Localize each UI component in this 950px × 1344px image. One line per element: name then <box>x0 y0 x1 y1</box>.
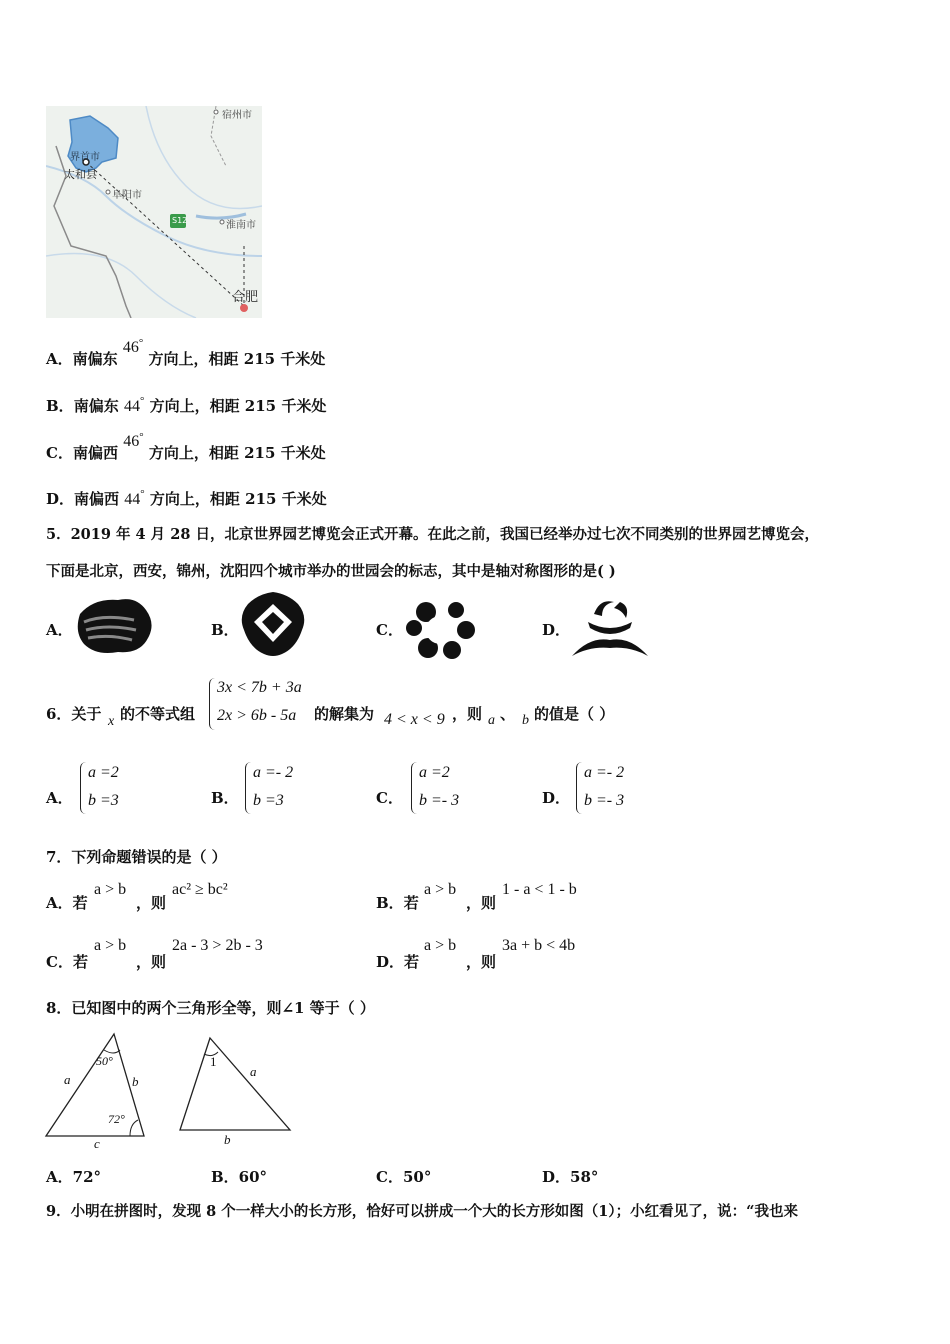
q5-option-b[interactable]: B． <box>211 621 239 639</box>
q7-option-c-condition: a > b <box>94 937 127 954</box>
q6-var-b: b <box>522 713 529 728</box>
option-rest: 方向上，相距 215 千米处 <box>149 397 327 415</box>
q5-option-d[interactable]: D． <box>542 621 571 639</box>
map-city-hefei: 合肥 <box>232 290 259 305</box>
angle-value: 44 <box>124 491 141 508</box>
logo-xian-icon <box>238 590 308 658</box>
degree-symbol: ° <box>139 431 144 443</box>
q7-stem: 7．下列命题错误的是（ ） <box>46 848 227 866</box>
option-letter: D． <box>376 953 405 971</box>
map-road-badge: S12 <box>172 216 188 225</box>
q8-triangle-left <box>44 1030 148 1154</box>
q5-stem-line2: 下面是北京，西安，锦州，沈阳四个城市举办的世园会的标志，其中是轴对称图形的是( ) <box>46 563 616 580</box>
q6-option-c-brace <box>411 762 418 814</box>
q6-option-c-line2: b =- 3 <box>419 792 460 809</box>
direction: 南偏东 <box>73 397 119 415</box>
q6-option-b-line2: b =3 <box>253 792 284 809</box>
q6-option-a[interactable] <box>46 787 73 808</box>
option-rest: 方向上，相距 215 千米处 <box>148 444 326 462</box>
tri1-side-c: c <box>94 1136 100 1151</box>
tri2-side-a: a <box>250 1064 257 1079</box>
q7-option-a-result: ac² ≥ bc² <box>172 881 228 898</box>
option-letter: B． <box>46 397 74 415</box>
q5-option-a[interactable]: A． <box>46 621 73 639</box>
q7-option-d-condition: a > b <box>424 937 457 954</box>
q4-option-d[interactable] <box>46 488 327 509</box>
if-text: 若 <box>404 953 420 971</box>
q6-then: ，则 <box>452 705 483 723</box>
q5-option-c[interactable]: C． <box>376 621 403 639</box>
q8-stem: 8．已知图中的两个三角形全等，则∠1 等于（ ） <box>46 999 375 1017</box>
q6-var-x: x <box>108 714 115 729</box>
q7-option-a[interactable] <box>46 892 88 913</box>
if-text: 若 <box>72 953 88 971</box>
q6-option-a-line1: a =2 <box>88 764 119 781</box>
option-letter: A． <box>46 894 73 912</box>
q6-option-a-brace <box>80 762 87 814</box>
q6-system-brace <box>209 678 216 730</box>
q7-option-d-then: ，则 <box>466 953 497 971</box>
map-city-jieshou: 界首市 <box>70 152 100 163</box>
if-text: 若 <box>72 894 88 912</box>
map-city-fuyang: 阜阳市 <box>112 190 142 201</box>
q4-option-c[interactable] <box>46 431 326 463</box>
q6-option-d-line1: a =- 2 <box>584 764 625 781</box>
if-text: 若 <box>403 894 419 912</box>
q8-option-b[interactable]: B．60° <box>211 1168 268 1186</box>
q6-option-c-line1: a =2 <box>419 764 450 781</box>
map-city-taihe: 太和县 <box>64 168 97 181</box>
q6-mid-text: 的不等式组 <box>120 705 196 723</box>
q6-option-b-brace <box>245 762 252 814</box>
q7-option-b-then: ，则 <box>466 894 497 912</box>
option-letter: B． <box>376 894 404 912</box>
q5-stem-line1: 5．2019 年 4 月 28 日，北京世界园艺博览会正式开幕。在此之前，我国已经举办过七次不同类别的世界园艺博览会， <box>46 526 819 543</box>
q6-var-a: a <box>488 713 495 728</box>
q6-option-c[interactable] <box>376 787 403 808</box>
option-letter: C． <box>46 444 73 462</box>
tri1-right-angle: 72° <box>108 1112 125 1126</box>
q6-system-eq2: 2x > 6b - 5a <box>217 707 297 724</box>
q7-option-d-result: 3a + b < 4b <box>502 937 576 954</box>
logo-shenyang-icon <box>570 596 650 658</box>
option-letter: A． <box>46 350 73 368</box>
direction: 南偏西 <box>74 490 120 508</box>
q7-option-c-then: ，则 <box>136 953 167 971</box>
q7-option-b-condition: a > b <box>424 881 457 898</box>
option-letter: D． <box>46 490 75 508</box>
angle-value: 46 <box>123 433 140 450</box>
q7-option-a-then: ，则 <box>136 894 167 912</box>
option-letter: B． <box>211 789 239 807</box>
q6-system-eq1: 3x < 7b + 3a <box>217 679 302 696</box>
map-figure <box>46 106 262 318</box>
tri1-top-angle: 50° <box>96 1054 113 1068</box>
degree-symbol: ° <box>139 395 145 407</box>
tri1-side-b: b <box>132 1074 139 1089</box>
q6-solution: 4 < x < 9 <box>384 711 445 728</box>
q6-separator: 、 <box>500 705 516 723</box>
q7-option-b[interactable] <box>376 892 419 913</box>
option-letter: D． <box>542 789 571 807</box>
tri2-angle-1: 1 <box>210 1054 217 1069</box>
option-letter: C． <box>46 953 73 971</box>
q7-option-a-condition: a > b <box>94 881 127 898</box>
map-svg <box>46 106 262 318</box>
q6-option-d[interactable] <box>542 787 570 808</box>
q6-option-d-line2: b =- 3 <box>584 792 625 809</box>
direction: 南偏东 <box>72 350 118 368</box>
q7-option-b-result: 1 - a < 1 - b <box>502 881 577 898</box>
option-letter: C． <box>376 789 403 807</box>
q7-option-d[interactable] <box>376 951 419 972</box>
q7-option-c[interactable] <box>46 951 88 972</box>
angle-value: 46 <box>122 339 139 356</box>
logo-beijing-icon <box>74 594 156 658</box>
q6-option-b-line1: a =- 2 <box>253 764 294 781</box>
degree-symbol: ° <box>138 337 144 349</box>
q6-option-a-line2: b =3 <box>88 792 119 809</box>
triangle-right-svg <box>176 1034 296 1150</box>
tri2-side-b: b <box>224 1132 231 1147</box>
q8-option-c[interactable]: C．50° <box>376 1168 432 1186</box>
q4-option-a[interactable] <box>46 337 326 369</box>
q8-option-d[interactable]: D．58° <box>542 1168 599 1186</box>
q7-option-c-result: 2a - 3 > 2b - 3 <box>172 937 263 954</box>
q8-option-a[interactable]: A．72° <box>46 1168 102 1186</box>
angle-value: 44 <box>123 398 140 415</box>
option-rest: 方向上，相距 215 千米处 <box>149 490 327 508</box>
q8-triangle-right <box>176 1034 296 1150</box>
q6-option-d-brace <box>576 762 583 814</box>
option-rest: 方向上，相距 215 千米处 <box>148 350 326 368</box>
q9-stem-line1: 9．小明在拼图时，发现 8 个一样大小的长方形，恰好可以拼成一个大的长方形如图（1）；小红看见了，说：“我也来 <box>46 1203 798 1220</box>
tri1-side-a: a <box>64 1072 71 1087</box>
degree-symbol: ° <box>140 488 145 500</box>
map-city-suzhou: 宿州市 <box>222 110 252 121</box>
q6-prefix: 6．关于 <box>46 705 102 723</box>
direction: 南偏西 <box>72 444 118 462</box>
logo-jinzhou-icon <box>404 596 476 662</box>
q6-option-b[interactable] <box>211 787 239 808</box>
map-city-huainan: 淮南市 <box>226 220 256 231</box>
q6-solution-text: 的解集为 <box>314 705 375 723</box>
q6-end: 的值是（ ） <box>534 705 615 723</box>
option-letter: A． <box>46 789 73 807</box>
q4-option-b[interactable] <box>46 395 326 416</box>
